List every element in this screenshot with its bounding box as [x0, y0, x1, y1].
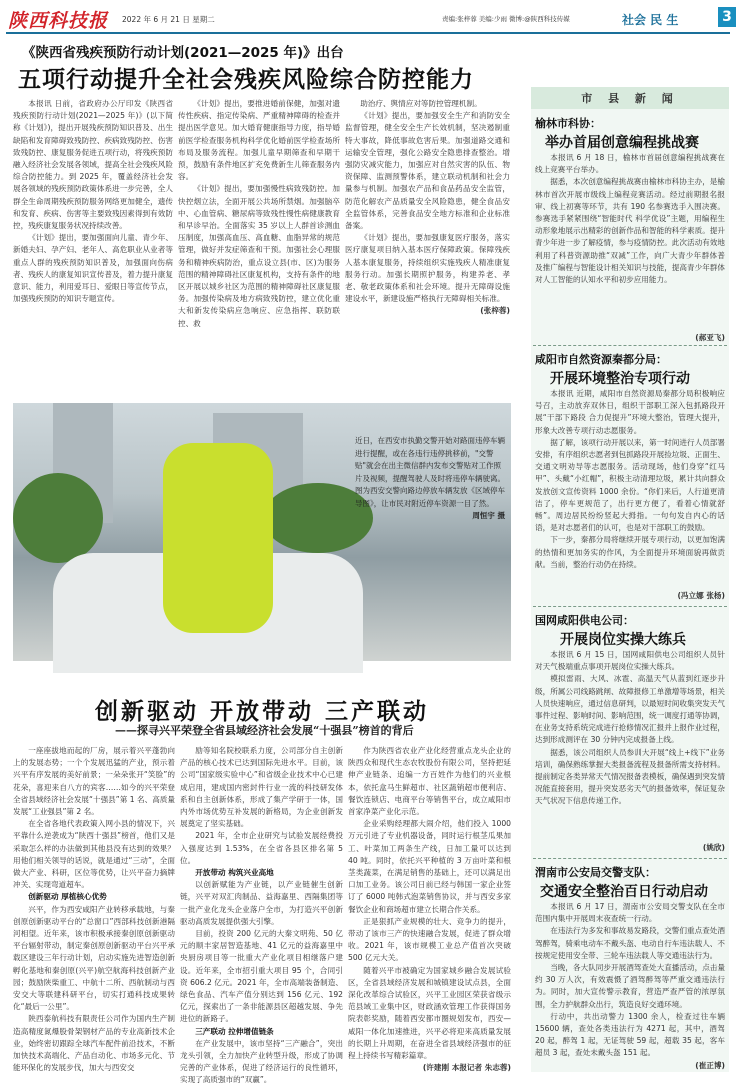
- paragraph: 本报讯 日前，省政府办公厅印发《陕西省残疾预防行动计划(2021—2025 年)》(以下简称《计划》)，提出开展残疾预防知识普及、出生缺陷和发育障碍致残防控、疾病致残防控、伤害致残防控、康复服务促进五项行动，将残疾预防融入经济社会发展各领域，提高全社会残疾风险综合防控能力。到 2025 年，覆盖经济社会发展各领域的残疾预防政策体系进一步完善，全人群全生命周期残疾预防服务网络更加健全，遗传和发育、疾病、伤害等主要致残因素得到有效防控，残疾康复服务状况持续改善。: [13, 99, 173, 231]
- paragraph: 兴平，作为西安咸阳产业转移承载地，与秦创原创新驱动平台的“总窗口”西部科技创新港隔河相望。近年来，该市积极承接秦创原创新驱动平台辐射带动，制定秦创原创新驱动平台兴平承载区建设三年行动计划，启动实施先进智造创新孵化基地和秦创原(兴平)航空航海科技创新产业园；鼓励陕柴重工、中航十二所、西航制动与西安交大等联建科研平台，切实打通科技成果转化“最后一公里”。: [13, 904, 175, 1012]
- paragraph: 据悉，该公司组织人员参训大开展“线上+线下”业务培训，确保熟练掌握大类报备流程及报备所需支持材料。提前制定各类异常天气情况报备表模板，确保遇到突发情况能直接套用，提升突发恶劣天气的报备效率，保证复杂天气状况下信息传递工作。: [535, 747, 725, 806]
- photo-credit: 周恒宇 摄: [472, 511, 505, 520]
- sidebar-item-prehead: 渭南市公安局交警支队：: [535, 866, 656, 879]
- feature-headline: 创新驱动 开放带动 三产联动: [95, 698, 430, 725]
- sidebar-item-signature: (崔正博): [695, 1061, 725, 1070]
- section-subhead: 开放带动 构筑兴业高地: [195, 868, 274, 878]
- paragraph: 企业采购经理都大闹介绍，他们投入 1000 万元引进了专业机器设备，同时运行根茎瓜果加工、叶菜加工两条生产线，日加工量可以达到 40 吨。同时，依托兴平种植的 3 万亩叶菜和根茎类蔬菜，在满足销售的基础上，还可以满足出口加工业务。该公司日前已经与韩国一家企业签订了 6000 吨韩式泡菜销售协议，并与西安多家餐饮企业和商场超市建立长期合作关系。: [348, 819, 511, 914]
- paragraph: 本报讯 6 月 15 日，国网咸阳供电公司组织人员针对天气极端重点事项开展岗位实操大练兵。: [535, 650, 725, 672]
- paragraph: 据了解，该项行动开展以来，第一时间进行人员部署安排，有序组织志愿者到包抓路段开展捡垃圾、正面生、交通文明劝导等志愿服务。活动现场，他们身穿“红马甲”、头戴“小红帽”，积极主动清理垃圾，累计共向群众发放创文宣传资料 1000 余份。“你们来后，人行道更清洁了，停车更规范了，出行更方便了，看着心情就舒畅”。周边居民纷纷竖起大拇指。一句句发自内心的话语，是对志愿者们的认可，也是对干部职工的鼓励。: [535, 437, 725, 533]
- paragraph: 随着兴平市被确定为国家城乡融合发展试验区，全省县域经济发展和城镇建设试点县，全面深化改革综合试验区，兴平工业园区荣获省级示范县域工业集中区，财政涵欢管理工作获得国务院表彰奖励，随着西安都市圈规划发布，西安—咸阳一体化加速推进，兴平必将迎来高质量发展的长期上升周期，在奋进全省县域经济强市的征程上持续书写精彩篇章。: [348, 965, 511, 1061]
- paragraph: 《计划》提出，要加强康复医疗服务，落实医疗康复项目纳入基本医疗保障政策。保障残疾人基本康复服务，持续组织实施残疾人精准康复服务行动。加强长期照护服务，构建养老、孝老、敬老政策体系和社会环境。提升无障碍设施建设水平，新建设施严格执行无障碍相关标准。: [345, 233, 510, 304]
- paragraph: 当晚，各大队同步开展酒驾查处大直播活动，点击量约 30 万人次，有效震慑了酒驾醉驾等严重交通违法行为。同时，加大宣传警示教育，营造严查严管的浓厚氛围，全力护航群众出行，筑造良好交通环境。: [535, 963, 725, 1009]
- paragraph: 本报讯 6 月 18 日，榆林市首届创意编程挑战赛在线上竞赛平台举办。: [535, 153, 725, 175]
- sidebar-item-body: [535, 649, 725, 841]
- paragraph: 助治疗、舆情应对等防控管理机制。: [360, 99, 482, 108]
- paragraph: 《计划》提出，要推进婚前保健，加强对遗传性疾病、指定传染病、严重精神障碍的检查并提出医学意见。加大婚育健康指导力度，指导婚前医学检查服务机构科学优化婚前医学检查场所布局及服务流程。加强儿童早期筛查和早期干预，鼓励有条件地区扩充免费新生儿筛查服务内容。: [178, 99, 340, 182]
- paragraph: 本报讯 近期，咸阳市自然资源局秦都分局积极响应号召，主动放弃双休日，组织干部职工深入包抓路段开展“干部下路段 合力促提升”环境大整治，管理大提升，形象大改善专项行动志愿服务。: [535, 389, 725, 435]
- sidebar-item-headline: 交通安全整治百日行动启动: [540, 884, 708, 900]
- paragraph: 励等知名院校联系力度，公司部分自主创新产品的核心技术已达到国际先进水平。目前，该公司“国家级实验中心”和省级企业技术中心已建成启用，建成国内密封件行业一流的科技研发体系和自主创新体系，形成了集产学研于一体，国内外市场优势互补发展的新格局，为企业创新发展奠定了坚实基础。: [180, 746, 343, 829]
- paragraph: 本报讯 6 月 17 日，渭南市公安局交警支队在全市范围内集中开展周末夜查统一行动。: [535, 902, 725, 924]
- sidebar-item-headline: 开展岗位实操大练兵: [560, 632, 686, 648]
- article-kicker: 《陕西省残疾预防行动计划(2021—2025 年)》出台: [22, 45, 344, 61]
- paragraph: 以创新赋能为产业链，以产业链催生创新链，兴平对双汇肉制品、益海嘉里、西隔集团等一批产业化龙头企业落户全市，为打造兴平创新驱动高质发展提供强大引擎。: [180, 880, 343, 926]
- article2-column-2: [180, 745, 343, 1085]
- section-subhead: 三产联动 拉伸增值链条: [195, 1026, 274, 1036]
- sidebar-divider: [533, 345, 727, 346]
- paragraph: 在全省各地代表政策入网小县的情况下，兴平靠什么逆袭成为“陕西十强县”榜首，他们又是采取怎么样的办法做到其他县没有达到的效果？用他们相关领导的话说，就是通过“三动”，全面做大产业、科研，区位等优势，让兴平奋力摘牌冲关、实现弯道超车。: [13, 819, 175, 890]
- paragraph: 陕西泰航科技有限责任公司作为国内生产制造高精度氮爆股骨架钢材产品的专业高新技术企业，始终密切跟踪全球汽车配件前沿技术，不断加快技术高端化、产品自动化、市场多元化、节能环保化的发展步伐，加大与西安交: [13, 1014, 175, 1073]
- paragraph: 下一步，秦都分局将继续开展专项行动，以更加饱满的热情和更加务实的作风，为全面提升环境面貌再做贡献。当前，整治行动仍在持续。: [535, 535, 725, 569]
- paragraph: 目前，投资 200 亿元的大秦文明苑、50 亿元的顺丰家居智造基地、41 亿元的益海嘉里中央厨房项目等一批重大产业化项目相继落户建设。近年来，全市招引重大项目 95 个，合同引资 606.2 亿元。2021 年，全市高端装备制造、绿色食品、汽车产值分别达到 156 亿元、192 亿元，探索出了一条非能源县区超越发展、争先进位的新路子。: [180, 929, 343, 1024]
- sidebar-item-signature: (冯立娜 张杨): [677, 591, 725, 600]
- paragraph: 在产业发展中，该市坚持“三产融合”，突出龙头引领，全力加快产业转型升级，形成了协调完善的产业体系，促进了经济运行的良性循环，实现了高质强市的“双赢”。: [180, 1038, 343, 1085]
- article1-signature: (张梓蓉): [480, 306, 510, 316]
- sidebar-item-headline: 开展环境整治专项行动: [550, 371, 690, 387]
- sidebar-item-prehead: 咸阳市自然资源秦都分局：: [535, 353, 667, 366]
- article2-signature: (许建刚 本报记者 朱志蓉): [422, 1063, 511, 1073]
- article2-column-1: [13, 745, 175, 1072]
- paragraph: 《计划》提出，要加强慢性病致残防控。加快控烟立法，全面开展公共场所禁烟。加强脑卒中、心血管病、糖尿病等致残性慢性病健康教育和早诊早治。全面落实 35 岁以上人群首诊测血压制度，加强高血压、高血糖、血脂异常的规范管理，做好并发症筛查和干预。加强社会心理服务和精神疾病防治，重点设立县(市、区)为服务范围的精神障碍社区康复机构，支持有条件的地区开展以城乡社区为范围的精神障碍社区康复服务。加强传染病及地方病致残防控，建立优化重大和新发传染病应急响应、应急指挥、联防联控、救: [178, 184, 340, 328]
- sidebar-title: 市 县 新 闻: [581, 92, 679, 105]
- sidebar-item-signature: (姚欣): [702, 843, 725, 852]
- issue-date: 2022 年 6 月 21 日 星期二: [122, 15, 215, 24]
- paragraph: 行动中，共出动警力 1300 余人，检查过往车辆 15600 辆，查处各类违法行为 4271 起，其中，酒驾 20 起，醉驾 1 起，无证驾驶 59 起，超载 35 起，客车超员 3 起，查处未戴头盔 151 起。: [535, 1011, 725, 1058]
- sidebar-item-body: [535, 388, 725, 588]
- article1-column-2: [178, 98, 340, 398]
- sidebar-item-headline: 举办首届创意编程挑战赛: [545, 135, 699, 151]
- masthead: [6, 6, 730, 34]
- paragraph: 作为陕西省农业产业化经营重点龙头企业的陕西众和现代生态农牧股份有限公司，坚持把延伸产业链条、追编一方百姓作为他们的兴业根本，依托盒马生鲜超市、社区蔬销超市便利店、餐饮连锁店、电商平台等销售平台，成立咸阳市首家净菜产业化示范。: [348, 746, 511, 817]
- paragraph: 《计划》提出，要加强安全生产和消防安全监督管理，健全安全生产长效机制，坚决遏制重特大事故，降低事故危害后果。加强道路交通和运输安全管理，强化公路安全隐患排查整治。增强防灾减灾能力，加强应对自然灾害的队伍、物资保障、监测预警体系，建立联动机制和社会力量参与机制。加强农产品和食品药品安全监管，防范化解农产品质量安全风险隐患，健全食品安全监管体系，完善食品安全地方标准和企业标准备案。: [345, 111, 510, 231]
- tree: [13, 473, 103, 563]
- section-title: 社会 民 生: [622, 13, 679, 27]
- photo-caption: 近日，在西安市执勤交警开始对路面违停车辆进行提醒，或在各违行违停挑移前，"交警贴"就会在出主微信群内发布交警贴对工作照片及视频，提醒驾驶人及时将违停车辆驶离。图为西安交警向路边停放车辆发放《区域停车导图》，让市民对附近停车资源一目了然。 周恒宇 摄: [355, 435, 505, 523]
- sidebar-item-body: [535, 152, 725, 332]
- sidebar-divider: [533, 858, 727, 859]
- section-subhead: 创新驱动 厚植核心优势: [28, 892, 107, 902]
- paragraph: 据悉，本次创意编程挑战赛由榆林市科协主办，是榆林市首次开展市级线上编程竞赛活动。经过前期报名报审、线上初赛等环节，共有 190 名参赛选手入围决赛。参赛选手紧紧围绕“智能时代 科学优设”主题，用编程生动形象地展示出精彩的创新作品和智能的科学素质。提升青少年进一步了解疫情，参与疫情防控。此次活动有效地利用了科普资源助推“双减”工作，向广大青少年群体普及推广编程与智能设计相关知识与技能，提高青少年群体对人工智能的认知水平和初步应用能力。: [535, 177, 725, 285]
- sidebar-divider: [533, 606, 727, 607]
- traffic-officer: [163, 443, 273, 633]
- paragraph: 《计划》提出，要加强面向儿童、青少年、新婚夫妇、孕产妇、老年人、高危职业从业者等重点人群的残疾预防知识普及，加强面向伤病者、残疾人的康复知识宣传普及，着力提升康复意识、能力，利用爱耳日、爱眼日等宣传节点，加强残疾预防的知识专题宣传。: [13, 233, 173, 304]
- paragraph: 模拟雷雨、大风、冰雹、高温天气从蓝到红逐步升级，所属公司线路跳闸、故障报修工单激增等场景，相关人员快速响应，通过信息研判，以最短时间收集突发天气事件过程、影响时间、影响范围，统一调度打通等协调，在业务支持系统完成进行抢修情况汇报并上报作业过程，达到形成测评在 30 分钟内完成报备上线。: [535, 674, 725, 745]
- article-headline: 五项行动提升全社会残疾风险综合防控能力: [18, 67, 474, 93]
- newspaper-logo: 陕西科技报: [8, 10, 109, 32]
- paragraph: 在违法行为多发和事故易发路段，交警们重点查处酒驾醉驾，骑乘电动车不戴头盔、电动自行车违法载人、不按规定使用安全带、三轮车违法载人等交通违法行为。: [535, 926, 725, 960]
- article2-column-3: [348, 745, 511, 1072]
- article1-column-1: [13, 98, 173, 398]
- article1-column-3: [345, 98, 510, 398]
- page-number: 3: [718, 7, 736, 27]
- paragraph: 正是狠抓产业规模的壮大、竞争力的提升，带动了该市三产的快速融合发展，促进了群众增收。2021 年，该市规模工业总产值首次突破 500 亿元大关。: [348, 916, 511, 963]
- paragraph: 2021 年，全市企业研究与试验发展经费投入强度达到 1.53%，在全省各县区排名第 5 位。: [180, 831, 343, 865]
- paragraph: 一座座拔地而起的厂房，展示着兴平蓬勃向上的发展态势；一个个发展迅猛的产业，预示着兴平有序发展的美好前景；一朵朵张开“笑脸”的花朵，喜迎来自八方的宾客……如今的兴平荣登全省县域经济社会发展“十强县”第 1 名、高质量发展“工业强县”第 2 名。: [13, 746, 175, 817]
- editor-credits: 责编:张梓蓉 美编:少雨 微博:@陕西科技传媒: [442, 15, 570, 23]
- sidebar-item-prehead: 榆林市科协：: [535, 117, 601, 130]
- feature-subheadline: ——探寻兴平荣登全省县域经济社会发展“十强县”榜首的背后: [115, 724, 414, 737]
- sidebar-item-signature: (郝亚飞): [695, 333, 725, 342]
- sidebar-item-prehead: 国网咸阳供电公司：: [535, 614, 634, 627]
- sidebar-item-body: [535, 901, 725, 1061]
